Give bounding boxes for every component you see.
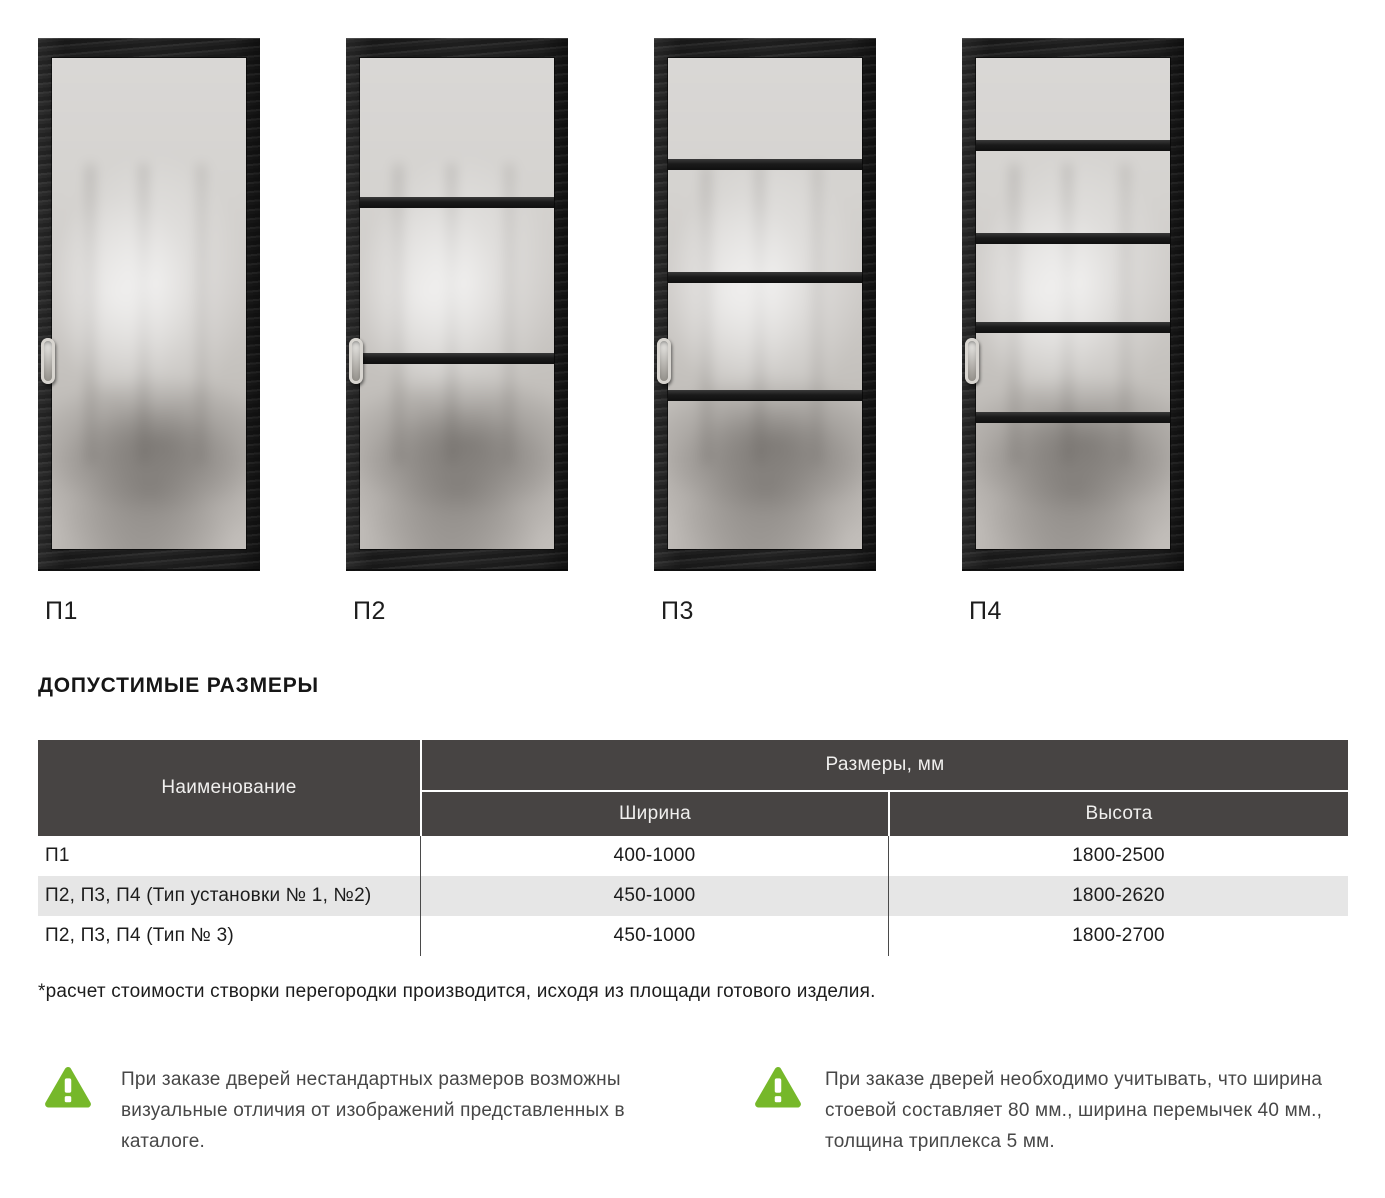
cell-width: 450-1000	[420, 876, 888, 916]
door-glass	[976, 58, 1170, 549]
muntin-bar	[976, 140, 1170, 151]
cell-height: 1800-2500	[888, 836, 1348, 876]
door-label-p4: П4	[969, 597, 1002, 625]
note-text: При заказе дверей нестандартных размеров возможны визуальные отличия от изображений представленных в каталоге.	[121, 1069, 625, 1152]
door-glass	[360, 58, 554, 549]
table-header-sizes-group	[422, 740, 1348, 836]
muntin-bar	[976, 322, 1170, 333]
door-glass	[52, 58, 246, 549]
table-row	[38, 876, 1348, 916]
note-profile-widths	[755, 1064, 1377, 1157]
muntin-bar	[360, 197, 554, 208]
door-handle	[349, 338, 363, 384]
cell-name: П2, П3, П4 (Тип № 3)	[45, 925, 234, 946]
column-header-width: Ширина	[422, 792, 888, 836]
muntin-bar	[360, 353, 554, 364]
table-row	[38, 836, 1348, 876]
muntin-bar	[976, 412, 1170, 423]
glass-reflection	[360, 58, 554, 549]
door-block-p4	[962, 38, 1184, 626]
door-block-p3	[654, 38, 876, 626]
glass-reflection	[976, 58, 1170, 549]
column-header-sizes: Размеры, мм	[422, 740, 1348, 790]
door-image-p3	[654, 38, 876, 571]
muntin-bar	[668, 272, 862, 283]
door-label-p1: П1	[45, 597, 78, 625]
door-image-p2	[346, 38, 568, 571]
door-label-p3: П3	[661, 597, 694, 625]
door-diagrams	[38, 38, 1184, 626]
door-block-p1	[38, 38, 260, 626]
cell-width: 400-1000	[420, 836, 888, 876]
cell-width: 450-1000	[420, 916, 888, 956]
table-row	[38, 916, 1348, 956]
section-title: ДОПУСТИМЫЕ РАЗМЕРЫ	[38, 674, 319, 697]
table-header	[38, 740, 1348, 836]
glass-reflection	[52, 58, 246, 549]
sizes-table	[38, 740, 1348, 956]
glass-reflection	[668, 58, 862, 549]
warning-triangle-icon	[755, 1066, 801, 1108]
door-handle	[965, 338, 979, 384]
muntin-bar	[668, 390, 862, 401]
note-nonstandard-sizes	[45, 1064, 669, 1157]
door-handle	[657, 338, 671, 384]
cell-name: П1	[45, 845, 70, 866]
column-header-name: Наименование	[38, 740, 420, 836]
door-image-p1	[38, 38, 260, 571]
cell-name: П2, П3, П4 (Тип установки № 1, №2)	[45, 885, 372, 906]
muntin-bar	[668, 159, 862, 170]
footnote: *расчет стоимости створки перегородки производится, исходя из площади готового изделия.	[38, 981, 876, 1002]
door-label-p2: П2	[353, 597, 386, 625]
column-header-height: Высота	[890, 792, 1348, 836]
note-text: При заказе дверей необходимо учитывать, что ширина стоевой составляет 80 мм., ширина перемычек 40 мм., толщина триплекса 5 мм.	[825, 1069, 1323, 1152]
table-subheader	[422, 792, 1348, 836]
door-block-p2	[346, 38, 568, 626]
door-glass	[668, 58, 862, 549]
warning-triangle-icon	[45, 1066, 91, 1108]
muntin-bar	[976, 233, 1170, 244]
door-image-p4	[962, 38, 1184, 571]
door-handle	[41, 338, 55, 384]
cell-height: 1800-2700	[888, 916, 1348, 956]
cell-height: 1800-2620	[888, 876, 1348, 916]
